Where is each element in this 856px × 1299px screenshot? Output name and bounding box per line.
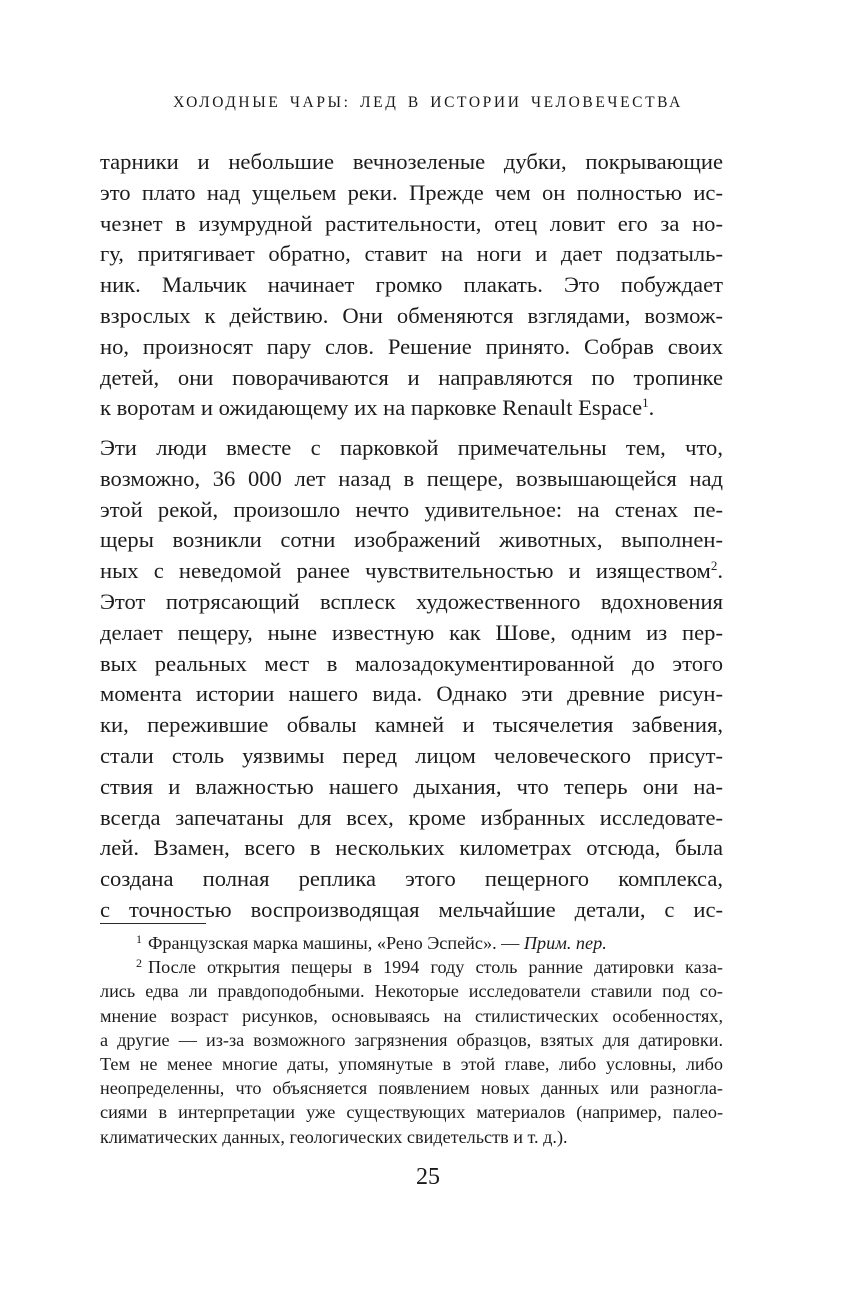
footnote-line: Тем не менее многие даты, упомянутые в этой главе, либо условны, либо [100,1054,723,1075]
text-line: тарники и небольшие вечнозеленые дубки, покрывающие [100,149,723,174]
text-line: с точностью воспроизводящая мельчайшие детали, с ис- [100,896,723,922]
footnote-line: мнение возраст рисунков, основываясь на стилистических особенностях, [100,1005,723,1026]
footnote-text: После открытия пещеры в 1994 году столь ранние датировки каза- [148,957,723,978]
footnote-line: неопределенны, что объясняется появлением новых данных или разногла- [100,1078,723,1099]
footnote-divider [100,923,206,924]
text-line: ник. Мальчик начинает громко плакать. Это побуждает [100,272,723,298]
footnote-line: сиями в интерпретации уже существующих материалов (например, палео- [100,1102,723,1123]
text-line: но, произносят пару слов. Решение принято. Собрав своих [100,333,723,359]
page-number: 25 [416,1164,440,1190]
footnote-2 [100,955,723,979]
footnote-line: а другие — из-за возможного загрязнения образцов, взятых для датировки. [100,1029,723,1050]
text-line: лей. Взамен, всего в нескольких километрах отсюда, была [100,835,723,861]
text-line: к воротам и ожидающему их на парковке Renault Espace$^1$. [100,395,655,421]
text-line: делает пещеру, ныне известную как Шове, одним из пер- [100,619,723,645]
text-line: ствия и влажностью нашего дыхания, что теперь они на- [100,773,723,799]
text-line: ки, пережившие обвалы камней и тысячелетия забвения, [100,712,723,738]
paragraph-1 [100,147,723,424]
text-line: момента истории нашего вида. Однако эти древние рисун- [100,681,723,707]
footnote-number: 1 [136,932,142,946]
text-line: щеры возникли сотни изображений животных, выполнен- [100,527,723,553]
text-line: возможно, 36 000 лет назад в пещере, возвышающейся над [100,465,723,491]
text-line: Этот потрясающий всплеск художественного вдохновения [100,588,723,614]
text-line: Эти люди вместе с парковкой примечательны тем, что, [100,435,723,460]
line-text: к воротам и ожидающему их на парковке Renault Espace [100,395,643,421]
footnote-1 [100,931,723,955]
text-line: взрослых к действию. Они обменяются взглядами, возмож- [100,302,723,328]
text-line: ных с неведомой ранее чувствительностью и изяществом$^2$. [100,558,723,584]
text-line: вых реальных мест в малозадокументированной до этого [100,650,723,676]
text-line: создана полная реплика этого пещерного комплекса, [100,866,723,892]
footnote-number: 2 [136,956,142,971]
footnote-line: климатических данных, геологических свидетельств и т. д.). [100,1126,568,1147]
text-line: это плато над ущельем реки. Прежде чем он полностью ис- [100,179,723,205]
text-line: гу, притягивает обратно, ставит на ноги и дает подзатыль- [100,241,723,267]
paragraph-2 [100,433,723,926]
text-line: чезнет в изумрудной растительности, отец ловит его за но- [100,210,723,236]
translator-note: Прим. пер. [523,933,607,953]
running-head: ХОЛОДНЫЕ ЧАРЫ: ЛЕД В ИСТОРИИ ЧЕЛОВЕЧЕСТВА [173,94,683,111]
text-line: этой рекой, произошло нечто удивительное: на стенах пе- [100,496,723,522]
footnote-text: Французская марка машины, «Рено Эспейс». — [148,933,520,953]
footnote-ref-2[interactable]: 2 [710,558,718,574]
footnote-line: лись едва ли правдоподобными. Некоторые исследователи ставили под со- [100,981,723,1002]
footnote-ref-1[interactable]: 1 [642,395,649,411]
text-line: стали столь уязвимы перед лицом человеческого присут- [100,742,723,768]
text-line: всегда запечатаны для всех, кроме избранных исследовате- [100,804,723,830]
text-line: детей, они поворачиваются и направляются по тропинке [100,364,723,390]
footnotes [100,931,723,1149]
line-text: ных с неведомой ранее чувствительностью и изяществом [100,558,711,584]
